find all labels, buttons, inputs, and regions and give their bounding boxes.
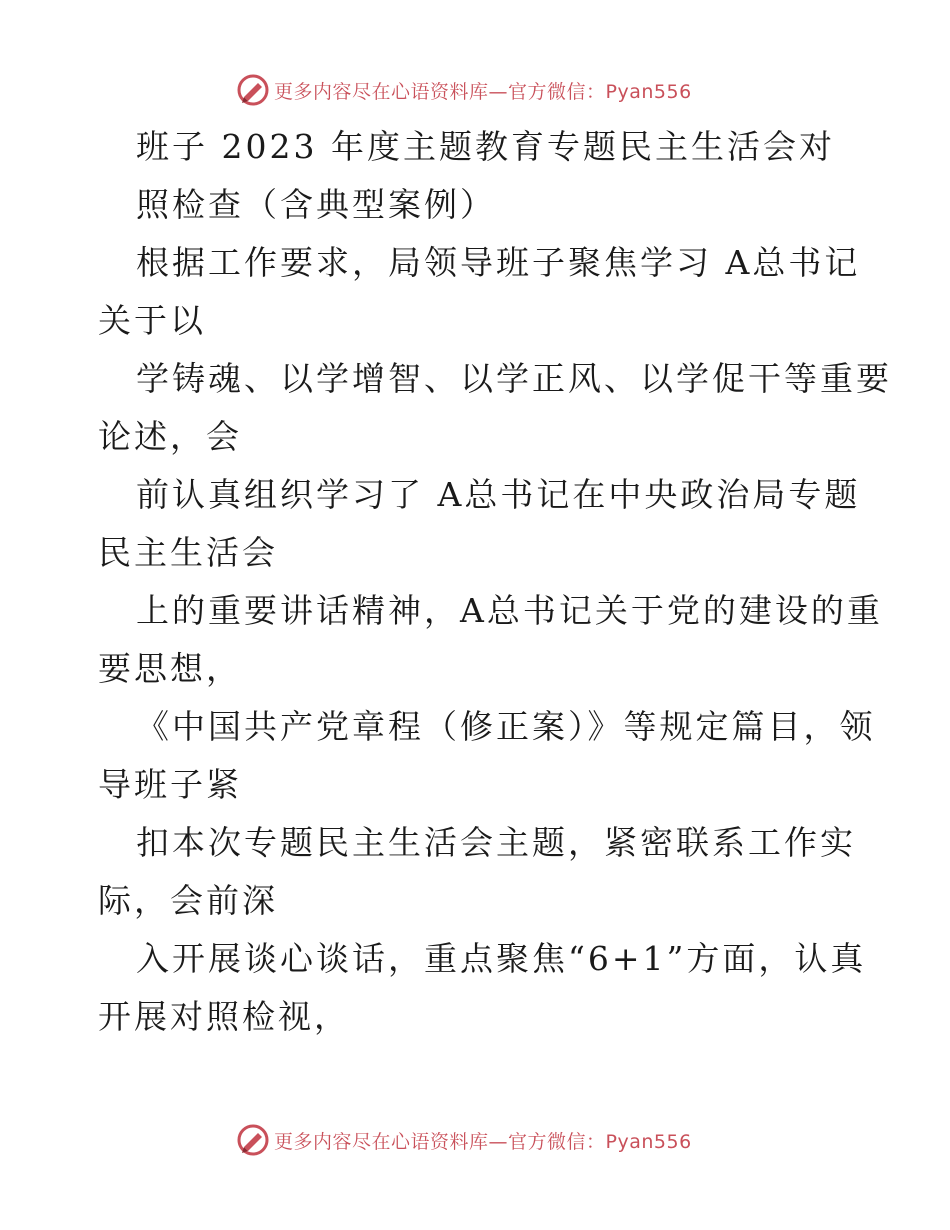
document-line: 根据工作要求，局领导班子聚焦学习 A总书记 bbox=[136, 243, 861, 282]
watermark-text: 更多内容尽在心语资料库—官方微信：Pyan556 bbox=[274, 1130, 692, 1153]
document-body bbox=[98, 118, 892, 1046]
document-line: 关于以 bbox=[98, 301, 206, 340]
footer-watermark bbox=[236, 1122, 692, 1158]
document-line: 前认真组织学习了 A总书记在中央政治局专题 bbox=[136, 475, 861, 514]
document-line: 入开展谈心谈话，重点聚焦“6+1”方面，认真 bbox=[136, 939, 867, 978]
document-line: 际，会前深 bbox=[98, 881, 278, 920]
pen-logo-icon bbox=[236, 73, 270, 107]
document-line: 导班子紧 bbox=[98, 765, 242, 804]
watermark-text: 更多内容尽在心语资料库—官方微信：Pyan556 bbox=[274, 80, 692, 103]
pen-logo-icon bbox=[236, 1123, 270, 1157]
document-line: 扣本次专题民主生活会主题，紧密联系工作实 bbox=[136, 823, 856, 862]
document-line: 要思想， bbox=[98, 649, 242, 688]
document-line: 论述，会 bbox=[98, 417, 242, 456]
document-line: 《中国共产党章程（修正案）》等规定篇目，领 bbox=[136, 707, 876, 746]
header-watermark bbox=[236, 72, 692, 108]
document-line: 照检查（含典型案例） bbox=[136, 185, 496, 224]
document-line: 民主生活会 bbox=[98, 533, 278, 572]
document-line: 开展对照检视， bbox=[98, 997, 350, 1036]
document-line: 上的重要讲话精神，A总书记关于党的建设的重 bbox=[136, 591, 883, 630]
document-line: 班子 2023 年度主题教育专题民主生活会对 bbox=[136, 127, 835, 166]
document-line: 学铸魂、以学增智、以学正风、以学促干等重要 bbox=[136, 359, 892, 398]
